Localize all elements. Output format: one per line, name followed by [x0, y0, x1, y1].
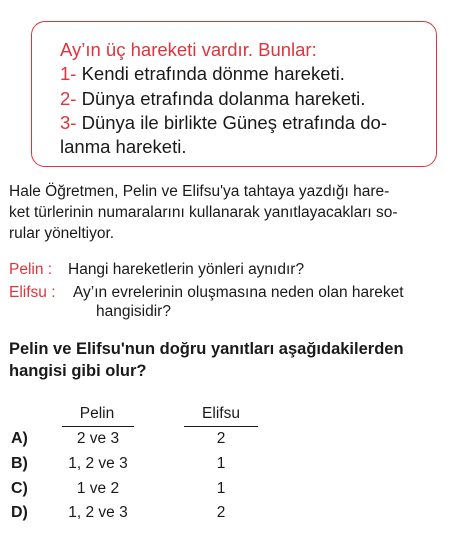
info-item-2: [60, 88, 365, 110]
info-item-1: [60, 63, 345, 85]
info-item-1-number: 1-: [60, 63, 77, 84]
elifsu-question-line-1: Ay’ın evrelerinin oluşmasına neden olan hareket: [73, 284, 404, 301]
question-line-1: Pelin ve Elifsu'nun doğru yanıtları aşağıdakilerden: [9, 340, 404, 358]
option-b-elifsu: 1: [216, 455, 226, 472]
speaker-pelin: Pelin :: [9, 261, 53, 278]
info-item-3-continuation: lanma hareketi.: [60, 136, 187, 157]
column-header-elifsu: Elifsu: [202, 405, 240, 422]
column-underline-pelin: [62, 426, 134, 427]
elifsu-question-line-2: hangisidir?: [96, 303, 171, 320]
option-b-letter[interactable]: B): [11, 455, 28, 472]
option-c-letter[interactable]: C): [11, 480, 28, 497]
option-b-pelin: 1, 2 ve 3: [68, 455, 128, 472]
pelin-question: Hangi hareketlerin yönleri aynıdır?: [68, 261, 305, 278]
option-a-pelin: 2 ve 3: [76, 430, 120, 447]
option-a-elifsu: 2: [216, 430, 226, 447]
info-item-3-number: 3-: [60, 112, 77, 133]
info-item-2-text: Dünya etrafında dolanma hareketi.: [81, 88, 366, 109]
info-item-2-number: 2-: [60, 88, 77, 109]
option-c-pelin: 1 ve 2: [76, 480, 120, 497]
column-underline-elifsu: [184, 426, 258, 427]
option-d-elifsu: 2: [216, 504, 226, 521]
question-line-2: hangisi gibi olur?: [9, 362, 147, 380]
option-c-elifsu: 1: [216, 480, 226, 497]
option-a-letter[interactable]: A): [11, 430, 28, 447]
info-item-1-text: Kendi etrafında dönme hareketi.: [81, 63, 345, 84]
intro-line-2: ket türlerinin numaralarını kullanarak yanıtlayacakları so-: [9, 204, 398, 221]
info-item-3-text: Dünya ile birlikte Güneş etrafında do-: [81, 112, 388, 133]
intro-line-3: rular yöneltiyor.: [9, 225, 115, 242]
option-d-pelin: 1, 2 ve 3: [68, 504, 128, 521]
info-item-3: [60, 112, 387, 134]
option-d-letter[interactable]: D): [11, 504, 28, 521]
intro-line-1: Hale Öğretmen, Pelin ve Elifsu'ya tahtaya yazdığı hare-: [9, 183, 390, 200]
speaker-elifsu: Elifsu :: [9, 284, 56, 301]
info-box-title: Ay’ın üç hareketi vardır. Bunlar:: [60, 39, 317, 60]
column-header-pelin: Pelin: [79, 405, 115, 422]
